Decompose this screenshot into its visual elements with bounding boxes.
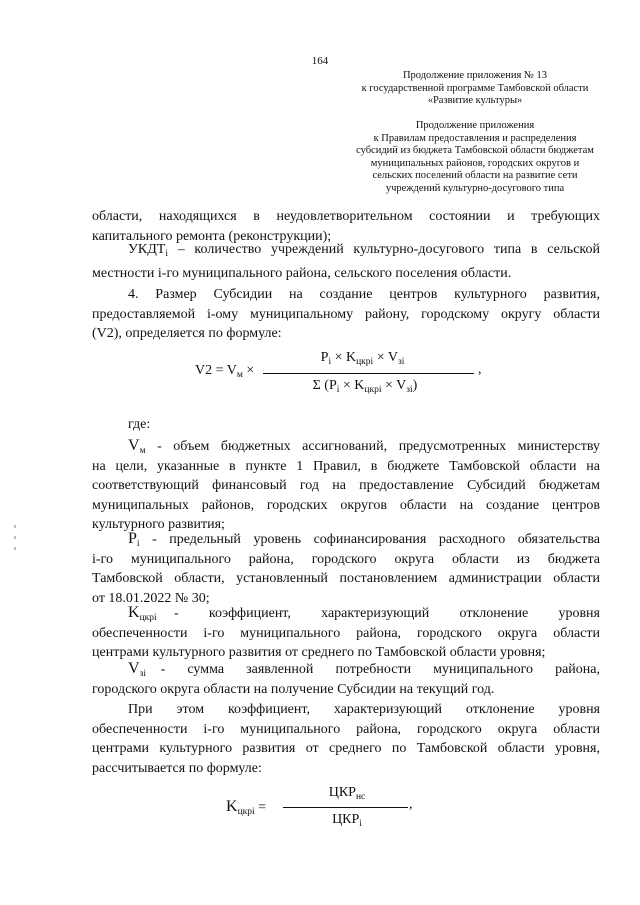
appendix-header-line: Продолжение приложения № 13 [402, 70, 548, 81]
text-line: на цели, указанные в пункте 1 Правил, в бюджете Тамбовской области на [92, 458, 600, 474]
text-fragment: - сумма заявленной потребности муниципального района, [145, 662, 600, 677]
rules-header-line: сельских поселений области на развитие сети [372, 170, 578, 182]
rules-header-line: муниципальных районов, городских округов и [370, 157, 580, 169]
term-subscript: зi [139, 669, 146, 679]
formula-text: V2 = V [195, 363, 237, 378]
text-line: центрами культурного развития от среднего по Тамбовской области уровня, [92, 741, 600, 757]
text-line [92, 659, 600, 680]
formula-subscript: цкрi [364, 385, 382, 395]
margin-mark [14, 547, 16, 550]
term-subscript: i [136, 539, 140, 549]
text-fragment: – количество учреждений культурно-досугового типа в сельской [168, 242, 600, 257]
formula-subscript: i [359, 819, 362, 829]
formula-lhs [195, 363, 254, 379]
appendix-header-line: «Развитие культуры» [427, 95, 523, 107]
text-line [92, 436, 600, 457]
term-subscript: цкрi [139, 613, 157, 623]
rules-header [330, 120, 620, 196]
text-line: капитального ремонта (реконструкции); [92, 228, 332, 244]
text-line: обеспеченности i-го муниципального района, городского округа области [92, 721, 600, 737]
formula-subscript: i [336, 385, 340, 395]
margin-mark [14, 525, 16, 528]
paragraph-item-4 [92, 285, 600, 344]
text-line: области, находящихся в неудовлетворительном состоянии и требующих [92, 209, 600, 224]
fraction-bar [263, 373, 474, 374]
text-line [92, 603, 600, 624]
formula-text: × [242, 363, 255, 378]
margin-mark [14, 536, 16, 539]
text-line: При этом коэффициент, характеризующий отклонение уровня [128, 702, 600, 717]
text-fragment: - объем бюджетных ассигнований, предусмотренных министерству [145, 439, 600, 454]
text-fragment: - предельный уровень софинансирования расходного обязательства [139, 532, 600, 547]
text-line: Тамбовской области, установленный постановлением администрации области [92, 571, 600, 587]
formula-text: ) [412, 378, 418, 393]
formula-subscript: зi [406, 385, 413, 395]
formula-text: P [320, 350, 329, 365]
text-line: предоставляемой i-ому муниципальному району, городскому округу области [92, 306, 600, 322]
rules-header-line: учреждений культурно-досугового типа [385, 182, 565, 194]
text-line: центрами культурного развития от среднего по Тамбовской области уровня; [92, 645, 546, 661]
paragraph-coefficient [92, 700, 600, 778]
text-fragment: - коэффициент, характеризующий отклонение уровня [156, 606, 600, 621]
text-line: обеспеченности i-го муниципального района, городского округа области [92, 625, 600, 641]
formula-subscript: нс [355, 792, 366, 802]
appendix-header [330, 70, 620, 108]
term-p: P [128, 530, 137, 547]
formula-comma: , [409, 797, 413, 812]
text-line: культурного развития; [92, 517, 225, 533]
definition-vm [92, 436, 600, 535]
text-line: (V2), определяется по формуле: [92, 326, 282, 342]
formula-denominator [292, 812, 402, 828]
text-line: рассчитывается по формуле: [92, 760, 262, 776]
formula-text: × V [373, 350, 398, 365]
definition-pi [92, 529, 600, 608]
formula-text: × K [331, 350, 357, 365]
term-v: V [128, 660, 140, 677]
formula-denominator [290, 378, 440, 394]
definition-vzi [92, 659, 600, 699]
where-label: где: [128, 417, 151, 432]
text-line: i-го муниципального района, городского округа области из бюджета [92, 551, 600, 567]
formula-subscript: i [328, 357, 332, 367]
formula-text: × V [381, 378, 407, 393]
text-line: от 18.01.2022 № 30; [92, 590, 210, 606]
rules-header-line: субсидий из бюджета Тамбовской области бюджетам [356, 145, 594, 157]
rules-header-line: к Правилам предоставления и распределения [373, 132, 577, 144]
appendix-header-line: к государственной программе Тамбовской области [361, 82, 589, 94]
formula-text: Σ (P [312, 378, 337, 393]
term-subscript: м [139, 446, 146, 456]
page-number: 164 [311, 55, 329, 67]
formula-numerator [292, 785, 402, 801]
formula-text: = [254, 800, 267, 815]
formula-text: K [226, 798, 238, 815]
formula-text: ЦКР [328, 785, 356, 800]
text-line: соответствующий финансовый год на предоставление Субсидий бюджетам [92, 478, 600, 494]
formula-lhs [226, 798, 266, 816]
rules-header-line: Продолжение приложения [415, 120, 535, 131]
text-line [92, 529, 600, 550]
text-line: муниципальных районов, городских округов области на создание центров [92, 497, 600, 513]
term-ukdt: УКДТ [128, 242, 166, 257]
formula-subscript: цкрi [356, 357, 374, 367]
formula-text: × K [339, 378, 365, 393]
text-line [92, 240, 600, 260]
formula-subscript: зi [397, 357, 405, 367]
formula-text: ЦКР [332, 812, 360, 827]
paragraph-ukdt [92, 240, 600, 283]
formula-comma: , [478, 362, 482, 377]
text-line: 4. Размер Субсидии на создание центров культурного развития, [128, 287, 600, 302]
definition-kcr [92, 603, 600, 663]
term-k: K [128, 604, 140, 621]
fraction-bar [283, 807, 408, 808]
term-subscript: i [165, 249, 168, 259]
formula-subscript: цкрi [237, 807, 255, 817]
formula-numerator [285, 350, 440, 366]
text-line: городского округа области на получение Субсидии на текущий год. [92, 681, 495, 697]
text-line: местности i-го муниципального района, сельского поселения области. [92, 265, 512, 281]
term-v: V [128, 437, 140, 454]
formula-subscript: м [236, 370, 243, 380]
